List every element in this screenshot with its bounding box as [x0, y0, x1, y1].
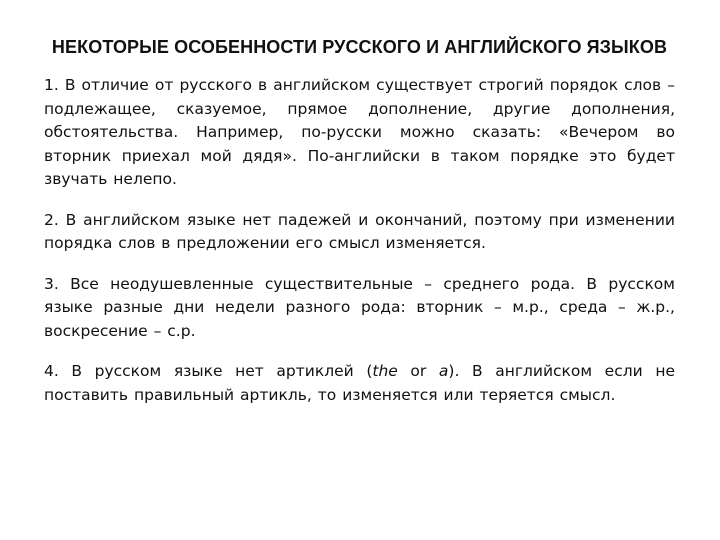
- slide-title: НЕКОТОРЫЕ ОСОБЕННОСТИ РУССКОГО И АНГЛИЙСКОГО ЯЗЫКОВ: [51, 37, 668, 57]
- paragraph-2: 2. В английском языке нет падежей и окончаний, поэтому при изменении порядка слов в предложении его смысл изменяется.: [44, 210, 675, 252]
- paragraph-1: 1. В отличие от русского в английском существует строгий порядок слов – подлежащее, сказуемое, прямое дополнение, другие дополнения, обстоятельства. Например, по-русски можно сказать: «Вечером во вторник приехал мой дядя». По-английски в таком порядке это будет звучать нелепо.: [44, 76, 675, 188]
- paragraph-4: [44, 360, 675, 407]
- paragraph-4-text-before: 4. В русском языке нет артиклей (: [44, 362, 373, 380]
- article-the: the: [372, 362, 398, 380]
- paragraph-3: 3. Все неодушевленные существительные – среднего рода. В русском языке разные дни недели разного рода: вторник – м.р., среда – ж.р., воскресение – с.р.: [44, 274, 675, 340]
- article-a: a: [438, 362, 449, 380]
- paragraph-4-text-after: ). В английском если не поставить правильный артикль, то изменяется или теряется смысл.: [44, 362, 675, 404]
- or-word: or: [397, 362, 439, 380]
